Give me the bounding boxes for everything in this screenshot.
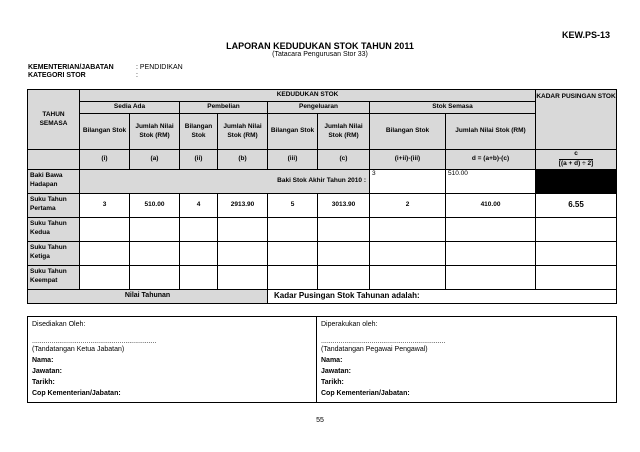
code-cell: d = (a+b)-(c) [446, 150, 536, 170]
turnover-rate-header: KADAR PUSINGAN STOK [536, 90, 617, 150]
row-label: Suku Tahun Kedua [28, 217, 80, 241]
turnover-value [536, 241, 617, 265]
table-cell [218, 241, 268, 265]
date-label: Tarikh: [32, 378, 55, 386]
table-cell [268, 265, 318, 289]
table-cell [130, 241, 180, 265]
table-cell [180, 265, 218, 289]
table-cell: 2 [370, 193, 446, 217]
table-cell: 5 [268, 193, 318, 217]
stock-position-header: KEDUDUKAN STOK [80, 90, 536, 102]
table-cell: 3 [80, 193, 130, 217]
stock-position-table [27, 89, 617, 304]
code-cell: (c) [318, 150, 370, 170]
table-row [28, 193, 617, 217]
table-cell: 3013.90 [318, 193, 370, 217]
table-cell [218, 265, 268, 289]
turnover-formula [536, 150, 617, 170]
table-cell [318, 217, 370, 241]
code-cell: (ii) [180, 150, 218, 170]
code-spacer [28, 150, 80, 170]
signature-role: (Tandatangan Pegawai Pengawal) [321, 346, 428, 354]
ministry-label: KEMENTERIAN/JABATAN [28, 64, 114, 71]
table-cell: 410.00 [446, 193, 536, 217]
code-cell: (iii) [268, 150, 318, 170]
table-row [28, 241, 617, 265]
table-cell [446, 217, 536, 241]
sub-value: Jumlah Nilai Stok (RM) [218, 114, 268, 150]
code-cell: (b) [218, 150, 268, 170]
opening-balance-label: Baki Bawa Hadapan [28, 169, 80, 193]
position-label: Jawatan: [321, 367, 351, 375]
table-cell [180, 241, 218, 265]
table-cell [180, 217, 218, 241]
category-label: KATEGORI STOR [28, 72, 86, 79]
group-pengeluaran: Pengeluaran [268, 102, 370, 114]
table-row [28, 217, 617, 241]
table-cell: 4 [180, 193, 218, 217]
formula-numerator: c [559, 150, 593, 160]
row-label: Suku Tahun Ketiga [28, 241, 80, 265]
table-cell [268, 241, 318, 265]
position-label: Jawatan: [32, 367, 62, 375]
category-value: : [136, 72, 138, 79]
certified-by-section [317, 317, 617, 403]
sub-count: Bilangan Stok [370, 114, 446, 150]
certified-by-heading: Diperakukan oleh: [321, 321, 378, 328]
table-cell [318, 265, 370, 289]
group-stok-semasa: Stok Semasa [370, 102, 536, 114]
signature-line: ................................................................ [32, 337, 157, 345]
row-label: Suku Tahun Keempat [28, 265, 80, 289]
table-cell [370, 265, 446, 289]
table-cell [218, 217, 268, 241]
signature-line: ................................................................ [321, 337, 446, 345]
table-cell [370, 217, 446, 241]
report-subtitle: (Tatacara Pengurusan Stor 33) [272, 51, 368, 58]
signature-table [27, 316, 617, 403]
ministry-value: : PENDIDIKAN [136, 64, 183, 71]
name-label: Nama: [321, 356, 343, 364]
closing-balance-count: 3 [370, 169, 446, 193]
prepared-by-heading: Disediakan Oleh: [32, 321, 86, 328]
code-cell: (a) [130, 150, 180, 170]
sub-value: Jumlah Nilai Stok (RM) [130, 114, 180, 150]
report-title: LAPORAN KEDUDUKAN STOK TAHUN 2011 [226, 41, 414, 51]
table-cell [370, 241, 446, 265]
turnover-value [536, 217, 617, 241]
table-cell [318, 241, 370, 265]
sub-value: Jumlah Nilai Stok (RM) [318, 114, 370, 150]
table-cell [80, 217, 130, 241]
stamp-label: Cop Kementerian/Jabatan: [321, 389, 410, 397]
annual-turnover-label: Kadar Pusingan Stok Tahunan adalah: [268, 289, 617, 303]
table-cell [446, 265, 536, 289]
formula-denominator: [(a + d) ÷ 2] [558, 159, 594, 167]
table-cell [80, 265, 130, 289]
name-label: Nama: [32, 356, 54, 364]
group-sedia-ada: Sedia Ada [80, 102, 180, 114]
page-number: 55 [316, 417, 324, 424]
turnover-value: 6.55 [536, 193, 617, 217]
closing-balance-label: Baki Stok Akhir Tahun 2010 : [80, 169, 370, 193]
turnover-value [536, 265, 617, 289]
code-cell: (i) [80, 150, 130, 170]
prepared-by-section [28, 317, 317, 403]
date-label: Tarikh: [321, 378, 344, 386]
table-cell [446, 241, 536, 265]
col-year-header: TAHUN SEMASA [28, 90, 80, 150]
stamp-label: Cop Kementerian/Jabatan: [32, 389, 121, 397]
table-row [28, 265, 617, 289]
table-cell: 2913.90 [218, 193, 268, 217]
annual-value-label: Nilai Tahunan [28, 289, 268, 303]
table-cell [268, 217, 318, 241]
sub-value: Jumlah Nilai Stok (RM) [446, 114, 536, 150]
table-cell [130, 265, 180, 289]
blacked-out-cell [536, 169, 617, 193]
table-cell: 510.00 [130, 193, 180, 217]
code-cell: (i+ii)-(iii) [370, 150, 446, 170]
sub-count: Bilangan Stok [268, 114, 318, 150]
closing-balance-value: 510.00 [446, 169, 536, 193]
sub-count: Bilangan Stok [80, 114, 130, 150]
group-pembelian: Pembelian [180, 102, 268, 114]
sub-count: Bilangan Stok [180, 114, 218, 150]
table-cell [130, 217, 180, 241]
document-reference: KEW.PS-13 [561, 30, 610, 40]
table-cell [80, 241, 130, 265]
signature-role: (Tandatangan Ketua Jabatan) [32, 346, 125, 354]
row-label: Suku Tahun Pertama [28, 193, 80, 217]
